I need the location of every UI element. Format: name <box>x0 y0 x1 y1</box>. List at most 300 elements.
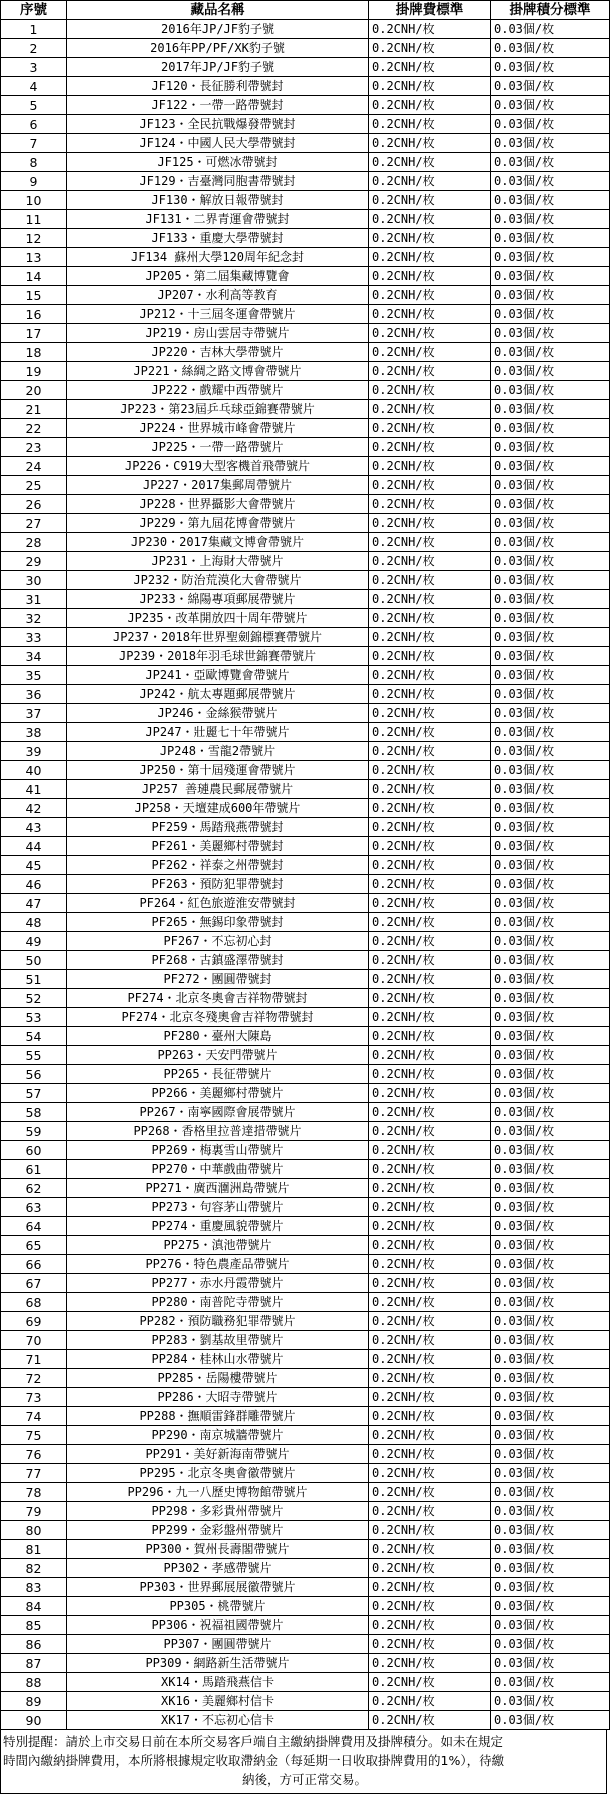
points-cell: 0.03個/枚 <box>491 818 610 837</box>
points-cell: 0.03個/枚 <box>491 1426 610 1445</box>
item-name-cell: JP237・2018年世界聖劍錦標賽帶號片 <box>67 628 369 647</box>
serial-cell: 28 <box>1 533 67 552</box>
table-row <box>1 305 610 324</box>
serial-cell: 25 <box>1 476 67 495</box>
table-row <box>1 1692 610 1711</box>
points-cell: 0.03個/枚 <box>491 457 610 476</box>
table-row <box>1 1274 610 1293</box>
serial-cell: 32 <box>1 609 67 628</box>
table-row <box>1 761 610 780</box>
item-name-cell: PP265・長征帶號片 <box>67 1065 369 1084</box>
table-row <box>1 1236 610 1255</box>
table-row <box>1 913 610 932</box>
item-name-cell: XK17・不忘初心信卡 <box>67 1711 369 1730</box>
serial-cell: 30 <box>1 571 67 590</box>
table-row <box>1 1559 610 1578</box>
table-row <box>1 894 610 913</box>
points-cell: 0.03個/枚 <box>491 1179 610 1198</box>
points-cell: 0.03個/枚 <box>491 647 610 666</box>
serial-cell: 44 <box>1 837 67 856</box>
special-reminder-note <box>0 1730 607 1794</box>
item-name-cell: JP239・2018年羽毛球世錦賽帶號片 <box>67 647 369 666</box>
serial-cell: 71 <box>1 1350 67 1369</box>
points-cell: 0.03個/枚 <box>491 438 610 457</box>
item-name-cell: JP228・世界攝影大會帶號片 <box>67 495 369 514</box>
points-cell: 0.03個/枚 <box>491 742 610 761</box>
points-cell: 0.03個/枚 <box>491 1312 610 1331</box>
fee-cell: 0.2CNH/枚 <box>369 989 491 1008</box>
points-cell: 0.03個/枚 <box>491 191 610 210</box>
points-cell: 0.03個/枚 <box>491 932 610 951</box>
item-name-cell: JF129・吉臺灣同胞書帶號封 <box>67 172 369 191</box>
item-name-cell: JP258・天壇建成600年帶號片 <box>67 799 369 818</box>
item-name-cell: PP300・賀州長壽閣帶號片 <box>67 1540 369 1559</box>
points-cell: 0.03個/枚 <box>491 1198 610 1217</box>
serial-cell: 8 <box>1 153 67 172</box>
fee-cell: 0.2CNH/枚 <box>369 742 491 761</box>
serial-cell: 53 <box>1 1008 67 1027</box>
table-row <box>1 1103 610 1122</box>
serial-cell: 27 <box>1 514 67 533</box>
serial-cell: 51 <box>1 970 67 989</box>
table-row <box>1 134 610 153</box>
item-name-cell: JP221・絲綢之路文博會帶號片 <box>67 362 369 381</box>
item-name-cell: JP250・第十屆殘運會帶號片 <box>67 761 369 780</box>
fee-cell: 0.2CNH/枚 <box>369 1502 491 1521</box>
serial-cell: 57 <box>1 1084 67 1103</box>
item-name-cell: PF259・馬踏飛燕帶號封 <box>67 818 369 837</box>
points-cell: 0.03個/枚 <box>491 1616 610 1635</box>
serial-cell: 10 <box>1 191 67 210</box>
points-cell: 0.03個/枚 <box>491 799 610 818</box>
table-row <box>1 1711 610 1730</box>
points-cell: 0.03個/枚 <box>491 1483 610 1502</box>
item-name-cell: PP295・北京冬奧會徽帶號片 <box>67 1464 369 1483</box>
fee-cell: 0.2CNH/枚 <box>369 970 491 989</box>
fee-cell: 0.2CNH/枚 <box>369 1122 491 1141</box>
table-row <box>1 1350 610 1369</box>
serial-cell: 84 <box>1 1597 67 1616</box>
item-name-cell: PF280・臺州大陳島 <box>67 1027 369 1046</box>
fee-cell: 0.2CNH/枚 <box>369 533 491 552</box>
serial-cell: 67 <box>1 1274 67 1293</box>
fee-cell: 0.2CNH/枚 <box>369 1426 491 1445</box>
fee-cell: 0.2CNH/枚 <box>369 400 491 419</box>
item-name-cell: PF274・北京冬殘奧會吉祥物帶號封 <box>67 1008 369 1027</box>
serial-cell: 13 <box>1 248 67 267</box>
points-cell: 0.03個/枚 <box>491 1293 610 1312</box>
fee-cell: 0.2CNH/枚 <box>369 1388 491 1407</box>
table-row <box>1 1084 610 1103</box>
item-name-cell: PP284・桂林山水帶號片 <box>67 1350 369 1369</box>
fee-cell: 0.2CNH/枚 <box>369 1540 491 1559</box>
fee-cell: 0.2CNH/枚 <box>369 476 491 495</box>
points-cell: 0.03個/枚 <box>491 1331 610 1350</box>
fee-cell: 0.2CNH/枚 <box>369 39 491 58</box>
item-name-cell: PP273・句容茅山帶號片 <box>67 1198 369 1217</box>
table-row <box>1 1008 610 1027</box>
serial-cell: 80 <box>1 1521 67 1540</box>
fee-cell: 0.2CNH/枚 <box>369 951 491 970</box>
fee-cell: 0.2CNH/枚 <box>369 286 491 305</box>
item-name-cell: PP296・九一八歷史博物館帶號片 <box>67 1483 369 1502</box>
item-name-cell: PP309・網路新生活帶號片 <box>67 1654 369 1673</box>
table-row <box>1 989 610 1008</box>
serial-cell: 72 <box>1 1369 67 1388</box>
table-row <box>1 1179 610 1198</box>
points-cell: 0.03個/枚 <box>491 1103 610 1122</box>
item-name-cell: PF265・無錫印象帶號封 <box>67 913 369 932</box>
serial-cell: 85 <box>1 1616 67 1635</box>
fee-cell: 0.2CNH/枚 <box>369 1331 491 1350</box>
item-name-cell: PP302・孝感帶號片 <box>67 1559 369 1578</box>
item-name-cell: PF262・祥泰之州帶號封 <box>67 856 369 875</box>
table-row <box>1 20 610 39</box>
fee-cell: 0.2CNH/枚 <box>369 1407 491 1426</box>
serial-cell: 20 <box>1 381 67 400</box>
serial-cell: 11 <box>1 210 67 229</box>
note-line: 納後，方可正常交易。 <box>241 1772 367 1787</box>
item-name-cell: XK16・美麗鄉村信卡 <box>67 1692 369 1711</box>
table-row <box>1 1331 610 1350</box>
points-cell: 0.03個/枚 <box>491 1521 610 1540</box>
points-cell: 0.03個/枚 <box>491 685 610 704</box>
item-name-cell: JP220・吉林大學帶號片 <box>67 343 369 362</box>
serial-cell: 65 <box>1 1236 67 1255</box>
item-name-cell: JP241・亞歐博覽會帶號片 <box>67 666 369 685</box>
note-line: 時間內繳納掛牌費用，本所將根據規定收取滯納金（每延期一日收取掛牌費用的1%），待繳 <box>3 1753 505 1768</box>
fee-cell: 0.2CNH/枚 <box>369 1616 491 1635</box>
serial-cell: 31 <box>1 590 67 609</box>
item-name-cell: PP303・世界郵展展徽帶號片 <box>67 1578 369 1597</box>
fee-cell: 0.2CNH/枚 <box>369 115 491 134</box>
table-row <box>1 1521 610 1540</box>
item-name-cell: PP285・岳陽樓帶號片 <box>67 1369 369 1388</box>
table-row <box>1 590 610 609</box>
points-cell: 0.03個/枚 <box>491 1654 610 1673</box>
table-row <box>1 1160 610 1179</box>
table-row <box>1 457 610 476</box>
points-cell: 0.03個/枚 <box>491 96 610 115</box>
fee-cell: 0.2CNH/枚 <box>369 761 491 780</box>
serial-cell: 6 <box>1 115 67 134</box>
table-row <box>1 324 610 343</box>
points-cell: 0.03個/枚 <box>491 514 610 533</box>
fee-cell: 0.2CNH/枚 <box>369 1084 491 1103</box>
table-row <box>1 438 610 457</box>
fee-cell: 0.2CNH/枚 <box>369 1578 491 1597</box>
table-row <box>1 1578 610 1597</box>
serial-cell: 3 <box>1 58 67 77</box>
item-name-cell: PP268・香格里拉普達措帶號片 <box>67 1122 369 1141</box>
table-row <box>1 1388 610 1407</box>
item-name-cell: JP230・2017集藏文博會帶號片 <box>67 533 369 552</box>
item-name-cell: JF120・長征勝利帶號封 <box>67 77 369 96</box>
item-name-cell: JF123・全民抗戰爆發帶號封 <box>67 115 369 134</box>
table-row <box>1 96 610 115</box>
item-name-cell: JP227・2017集郵周帶號片 <box>67 476 369 495</box>
serial-cell: 21 <box>1 400 67 419</box>
serial-cell: 77 <box>1 1464 67 1483</box>
table-row <box>1 799 610 818</box>
serial-cell: 5 <box>1 96 67 115</box>
points-cell: 0.03個/枚 <box>491 58 610 77</box>
item-name-cell: PP291・美好新海南帶號片 <box>67 1445 369 1464</box>
serial-cell: 43 <box>1 818 67 837</box>
serial-cell: 38 <box>1 723 67 742</box>
fee-cell: 0.2CNH/枚 <box>369 1559 491 1578</box>
points-cell: 0.03個/枚 <box>491 856 610 875</box>
serial-cell: 61 <box>1 1160 67 1179</box>
fee-cell: 0.2CNH/枚 <box>369 647 491 666</box>
fee-cell: 0.2CNH/枚 <box>369 1521 491 1540</box>
table-row <box>1 1407 610 1426</box>
serial-cell: 52 <box>1 989 67 1008</box>
item-name-cell: JP233・綿陽專項郵展帶號片 <box>67 590 369 609</box>
table-row <box>1 970 610 989</box>
table-row <box>1 115 610 134</box>
fee-cell: 0.2CNH/枚 <box>369 1217 491 1236</box>
points-cell: 0.03個/枚 <box>491 1065 610 1084</box>
serial-cell: 83 <box>1 1578 67 1597</box>
fee-cell: 0.2CNH/枚 <box>369 267 491 286</box>
fee-cell: 0.2CNH/枚 <box>369 172 491 191</box>
points-cell: 0.03個/枚 <box>491 1141 610 1160</box>
item-name-cell: JF125・可燃冰帶號封 <box>67 153 369 172</box>
points-cell: 0.03個/枚 <box>491 780 610 799</box>
table-row <box>1 1597 610 1616</box>
item-name-cell: PF267・不忘初心封 <box>67 932 369 951</box>
item-name-cell: PF264・紅色旅遊淮安帶號封 <box>67 894 369 913</box>
points-cell: 0.03個/枚 <box>491 913 610 932</box>
serial-cell: 41 <box>1 780 67 799</box>
fee-cell: 0.2CNH/枚 <box>369 381 491 400</box>
points-cell: 0.03個/枚 <box>491 1008 610 1027</box>
item-name-cell: 2016年JP/JF豹子號 <box>67 20 369 39</box>
fee-cell: 0.2CNH/枚 <box>369 1236 491 1255</box>
item-name-cell: JF130・解放日報帶號封 <box>67 191 369 210</box>
fee-cell: 0.2CNH/枚 <box>369 495 491 514</box>
table-row <box>1 742 610 761</box>
item-name-cell: PF268・古鎮盛澤帶號封 <box>67 951 369 970</box>
points-cell: 0.03個/枚 <box>491 1597 610 1616</box>
points-cell: 0.03個/枚 <box>491 1407 610 1426</box>
points-cell: 0.03個/枚 <box>491 552 610 571</box>
fee-cell: 0.2CNH/枚 <box>369 1274 491 1293</box>
table-row <box>1 780 610 799</box>
points-cell: 0.03個/枚 <box>491 951 610 970</box>
fee-cell: 0.2CNH/枚 <box>369 514 491 533</box>
table-row <box>1 1217 610 1236</box>
fee-cell: 0.2CNH/枚 <box>369 1160 491 1179</box>
table-row <box>1 1464 610 1483</box>
table-row <box>1 571 610 590</box>
fee-cell: 0.2CNH/枚 <box>369 153 491 172</box>
item-name-cell: JP246・金絲猴帶號片 <box>67 704 369 723</box>
points-cell: 0.03個/枚 <box>491 723 610 742</box>
item-name-cell: JP247・壯麗七十年帶號片 <box>67 723 369 742</box>
serial-cell: 49 <box>1 932 67 951</box>
table-row <box>1 1065 610 1084</box>
points-cell: 0.03個/枚 <box>491 229 610 248</box>
table-row <box>1 229 610 248</box>
serial-cell: 29 <box>1 552 67 571</box>
points-cell: 0.03個/枚 <box>491 400 610 419</box>
serial-cell: 89 <box>1 1692 67 1711</box>
fee-cell: 0.2CNH/枚 <box>369 799 491 818</box>
item-name-cell: PF263・預防犯罪帶號封 <box>67 875 369 894</box>
table-row <box>1 495 610 514</box>
fee-cell: 0.2CNH/枚 <box>369 438 491 457</box>
serial-cell: 33 <box>1 628 67 647</box>
fee-cell: 0.2CNH/枚 <box>369 96 491 115</box>
item-name-cell: JF133・重慶大學帶號封 <box>67 229 369 248</box>
table-row <box>1 552 610 571</box>
points-cell: 0.03個/枚 <box>491 533 610 552</box>
table-row <box>1 153 610 172</box>
points-cell: 0.03個/枚 <box>491 666 610 685</box>
points-cell: 0.03個/枚 <box>491 1027 610 1046</box>
fee-cell: 0.2CNH/枚 <box>369 723 491 742</box>
points-cell: 0.03個/枚 <box>491 1464 610 1483</box>
item-name-cell: JP224・世界城市峰會帶號片 <box>67 419 369 438</box>
points-cell: 0.03個/枚 <box>491 305 610 324</box>
table-row <box>1 1483 610 1502</box>
fee-cell: 0.2CNH/枚 <box>369 837 491 856</box>
serial-cell: 15 <box>1 286 67 305</box>
item-name-cell: JP257 善璉農民郵展帶號片 <box>67 780 369 799</box>
serial-cell: 62 <box>1 1179 67 1198</box>
item-name-cell: PF261・美麗鄉村帶號封 <box>67 837 369 856</box>
table-row <box>1 533 610 552</box>
serial-cell: 35 <box>1 666 67 685</box>
serial-cell: 66 <box>1 1255 67 1274</box>
points-cell: 0.03個/枚 <box>491 1084 610 1103</box>
fee-cell: 0.2CNH/枚 <box>369 248 491 267</box>
table-row <box>1 343 610 362</box>
table-row <box>1 476 610 495</box>
item-name-cell: JF124・中國人民大學帶號封 <box>67 134 369 153</box>
fee-cell: 0.2CNH/枚 <box>369 1179 491 1198</box>
serial-cell: 26 <box>1 495 67 514</box>
fee-cell: 0.2CNH/枚 <box>369 1198 491 1217</box>
points-cell: 0.03個/枚 <box>491 1578 610 1597</box>
table-row <box>1 1312 610 1331</box>
serial-cell: 82 <box>1 1559 67 1578</box>
serial-cell: 69 <box>1 1312 67 1331</box>
table-row <box>1 1027 610 1046</box>
item-name-cell: JP225・一帶一路帶號片 <box>67 438 369 457</box>
serial-cell: 4 <box>1 77 67 96</box>
item-name-cell: PP277・赤水丹霞帶號片 <box>67 1274 369 1293</box>
table-row <box>1 39 610 58</box>
fee-cell: 0.2CNH/枚 <box>369 894 491 913</box>
points-cell: 0.03個/枚 <box>491 1445 610 1464</box>
fee-cell: 0.2CNH/枚 <box>369 419 491 438</box>
table-row <box>1 932 610 951</box>
points-cell: 0.03個/枚 <box>491 20 610 39</box>
fee-cell: 0.2CNH/枚 <box>369 58 491 77</box>
points-cell: 0.03個/枚 <box>491 381 610 400</box>
points-cell: 0.03個/枚 <box>491 248 610 267</box>
header-points-standard: 掛牌積分標準 <box>491 1 610 20</box>
table-row <box>1 514 610 533</box>
item-name-cell: JP212・十三屆冬運會帶號片 <box>67 305 369 324</box>
fee-cell: 0.2CNH/枚 <box>369 552 491 571</box>
points-cell: 0.03個/枚 <box>491 324 610 343</box>
serial-cell: 70 <box>1 1331 67 1350</box>
fee-cell: 0.2CNH/枚 <box>369 856 491 875</box>
points-cell: 0.03個/枚 <box>491 476 610 495</box>
fee-cell: 0.2CNH/枚 <box>369 1046 491 1065</box>
item-name-cell: PP282・預防職務犯罪帶號片 <box>67 1312 369 1331</box>
fee-cell: 0.2CNH/枚 <box>369 324 491 343</box>
item-name-cell: 2016年PP/PF/XK豹子號 <box>67 39 369 58</box>
table-row <box>1 286 610 305</box>
header-row <box>1 1 610 20</box>
serial-cell: 78 <box>1 1483 67 1502</box>
serial-cell: 9 <box>1 172 67 191</box>
points-cell: 0.03個/枚 <box>491 1559 610 1578</box>
serial-cell: 76 <box>1 1445 67 1464</box>
fee-cell: 0.2CNH/枚 <box>369 932 491 951</box>
item-name-cell: PP280・南普陀寺帶號片 <box>67 1293 369 1312</box>
item-name-cell: PP307・團圓帶號片 <box>67 1635 369 1654</box>
item-name-cell: PP288・撫順雷鋒群雕帶號片 <box>67 1407 369 1426</box>
points-cell: 0.03個/枚 <box>491 1673 610 1692</box>
serial-cell: 48 <box>1 913 67 932</box>
table-row <box>1 1369 610 1388</box>
table-row <box>1 609 610 628</box>
points-cell: 0.03個/枚 <box>491 894 610 913</box>
item-name-cell: JP207・水利高等教育 <box>67 286 369 305</box>
fee-cell: 0.2CNH/枚 <box>369 1027 491 1046</box>
points-cell: 0.03個/枚 <box>491 1122 610 1141</box>
fee-cell: 0.2CNH/枚 <box>369 1369 491 1388</box>
points-cell: 0.03個/枚 <box>491 628 610 647</box>
serial-cell: 17 <box>1 324 67 343</box>
points-cell: 0.03個/枚 <box>491 875 610 894</box>
points-cell: 0.03個/枚 <box>491 1369 610 1388</box>
table-row <box>1 1122 610 1141</box>
fee-cell: 0.2CNH/枚 <box>369 1597 491 1616</box>
serial-cell: 58 <box>1 1103 67 1122</box>
item-name-cell: PP276・特色農產品帶號片 <box>67 1255 369 1274</box>
item-name-cell: JF122・一帶一路帶號封 <box>67 96 369 115</box>
table-row <box>1 1293 610 1312</box>
serial-cell: 47 <box>1 894 67 913</box>
points-cell: 0.03個/枚 <box>491 761 610 780</box>
points-cell: 0.03個/枚 <box>491 1274 610 1293</box>
fee-cell: 0.2CNH/枚 <box>369 1255 491 1274</box>
item-name-cell: PF274・北京冬奧會吉祥物帶號封 <box>67 989 369 1008</box>
points-cell: 0.03個/枚 <box>491 495 610 514</box>
fee-cell: 0.2CNH/枚 <box>369 1141 491 1160</box>
table-row <box>1 818 610 837</box>
item-name-cell: JP235・改革開放四十周年帶號片 <box>67 609 369 628</box>
item-name-cell: JF131・二界青運會帶號封 <box>67 210 369 229</box>
header-item-name: 藏品名稱 <box>67 1 369 20</box>
fee-cell: 0.2CNH/枚 <box>369 77 491 96</box>
table-row <box>1 1141 610 1160</box>
points-cell: 0.03個/枚 <box>491 210 610 229</box>
table-row <box>1 856 610 875</box>
serial-cell: 75 <box>1 1426 67 1445</box>
item-name-cell: PP271・廣西潿洲島帶號片 <box>67 1179 369 1198</box>
fee-cell: 0.2CNH/枚 <box>369 343 491 362</box>
fee-cell: 0.2CNH/枚 <box>369 609 491 628</box>
serial-cell: 42 <box>1 799 67 818</box>
